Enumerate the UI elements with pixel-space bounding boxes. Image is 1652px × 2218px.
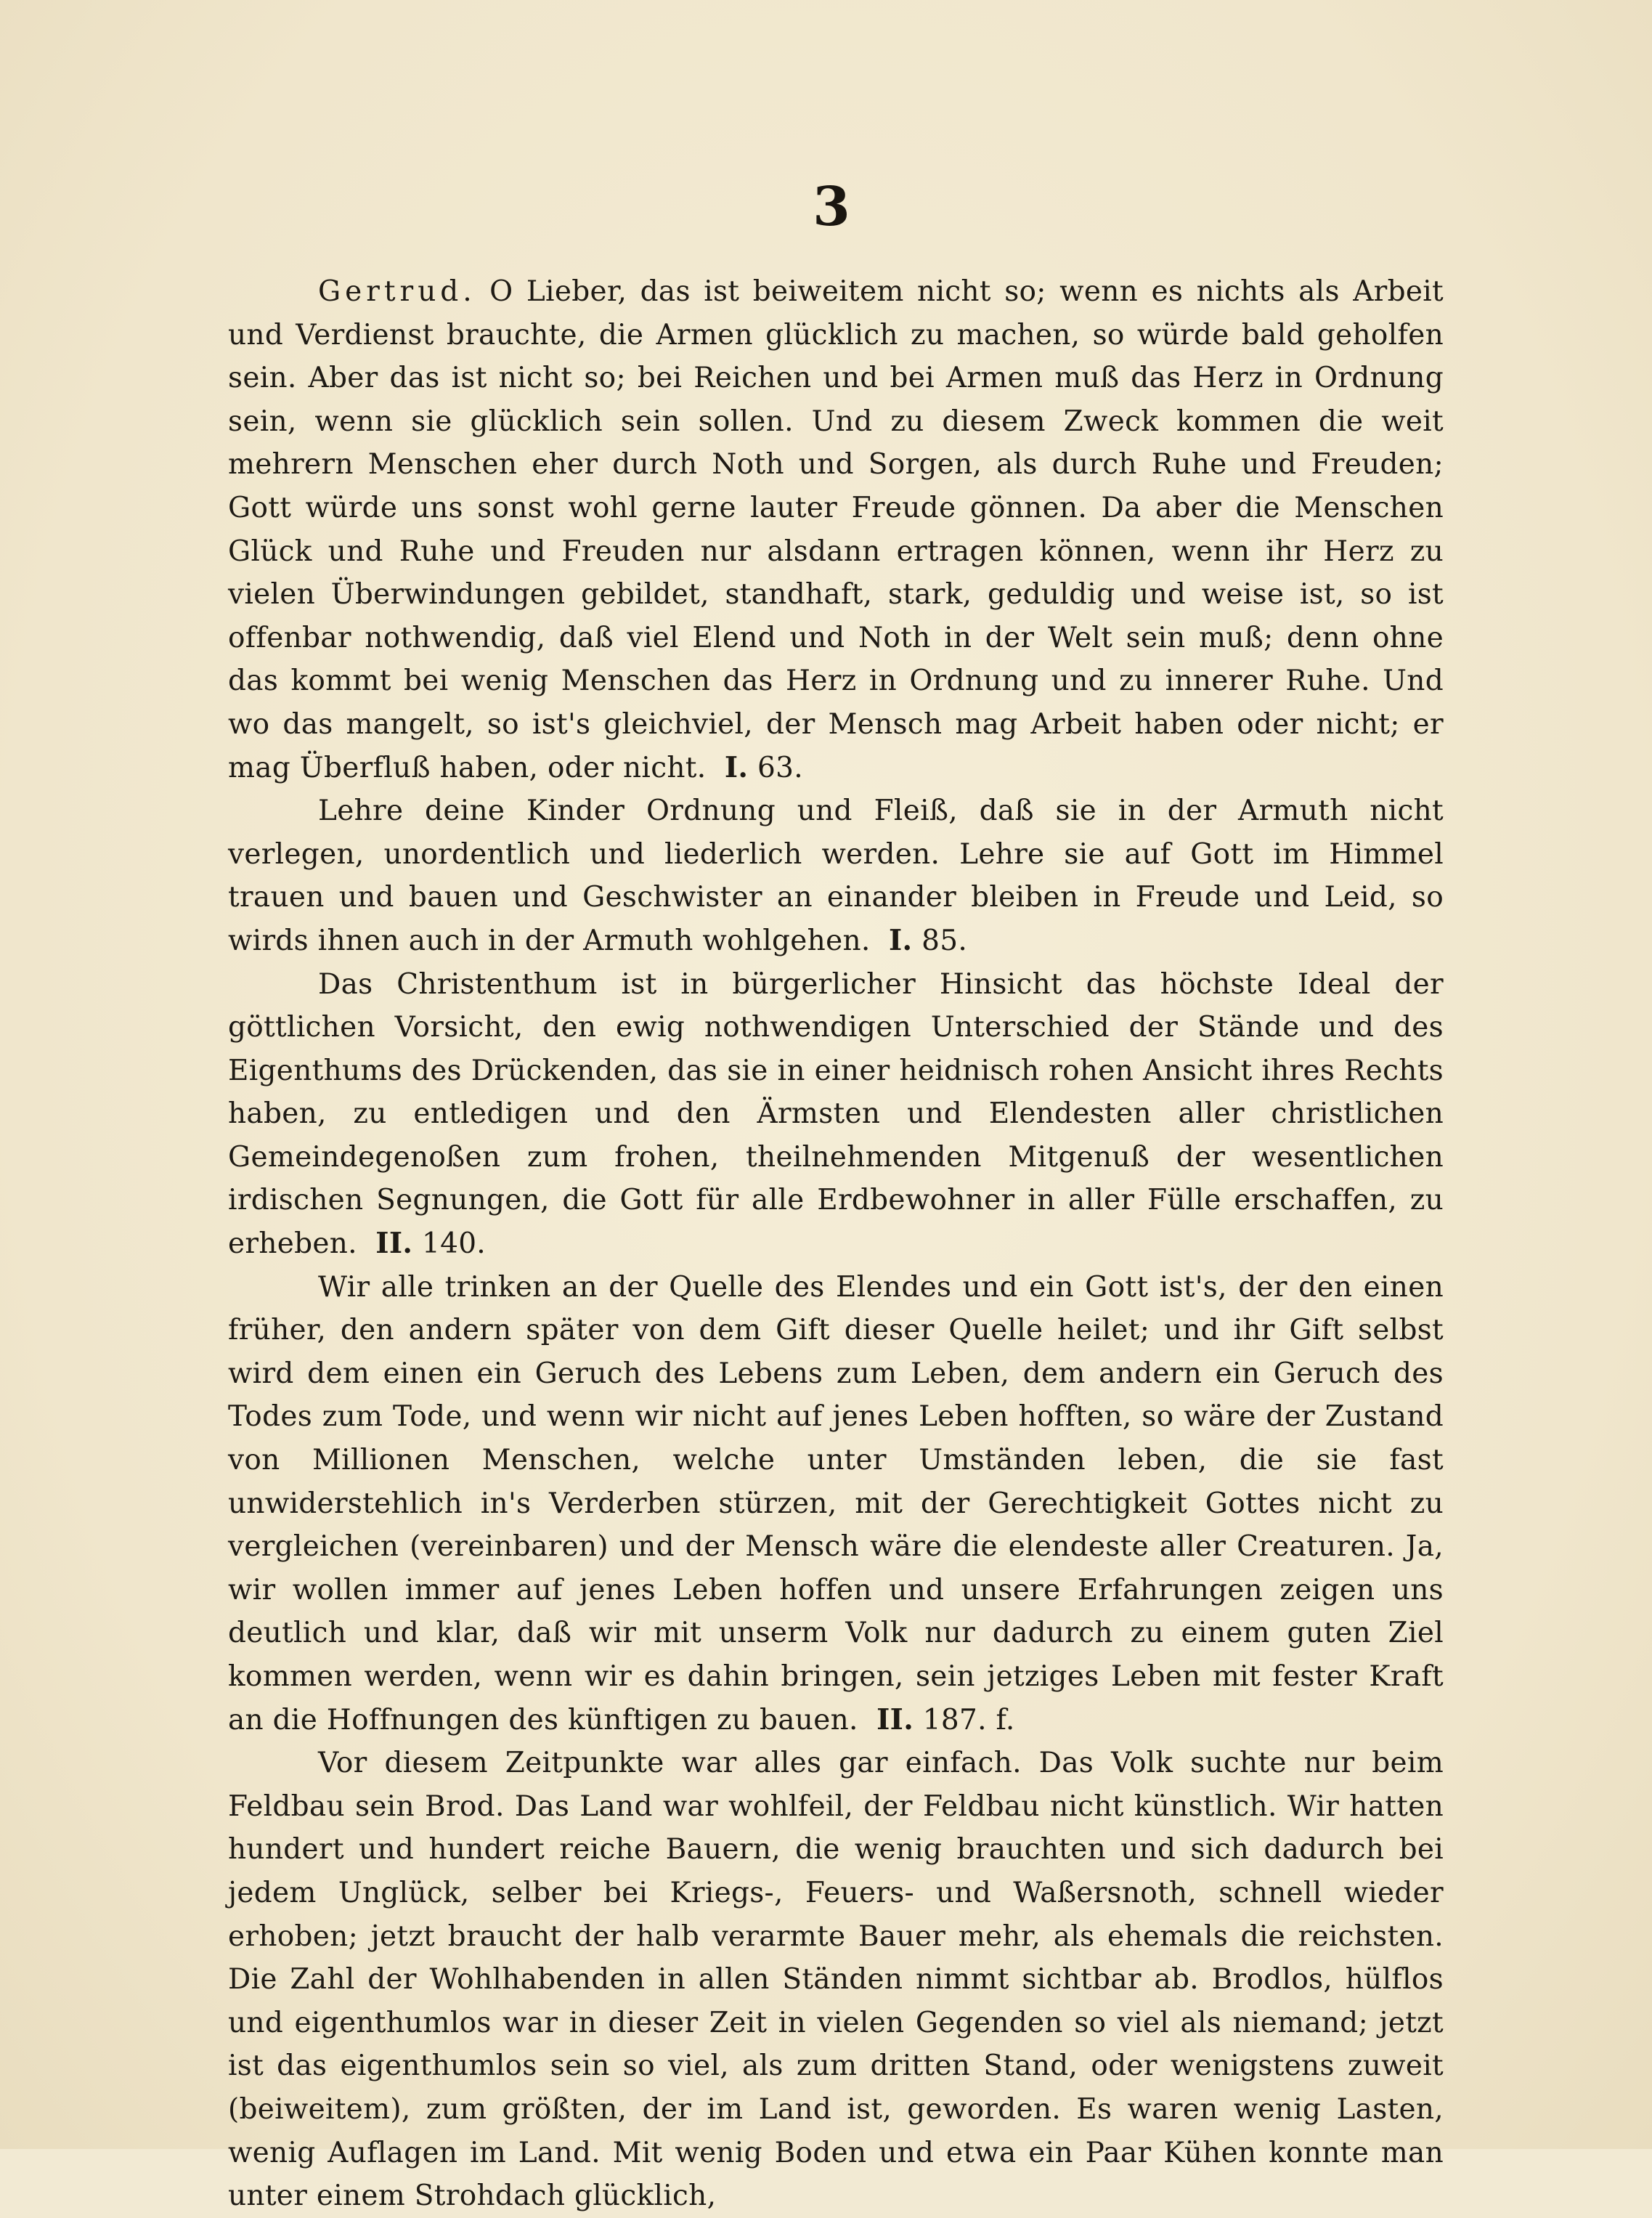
page-reference: 63. xyxy=(757,751,803,784)
page-reference: 85. xyxy=(921,924,968,957)
paragraph-2 xyxy=(228,789,1444,962)
paragraph-text: Lehre deine Kinder Ordnung und Fleiß, daß sie in der Armuth nicht verlegen, unordentlich und liederlich werden. Lehre sie auf Gott im Himmel trauen und bauen und Geschwister an einander bleiben in Freude und Leid, so wirds ihnen auch in der Armuth wohlgehen. xyxy=(228,795,1444,957)
paragraph-text: Das Christenthum ist in bürgerlicher Hinsicht das höchste Ideal der göttlichen Vorsicht, den ewig nothwendigen Unterschied der Stände und des Eigenthums des Drückenden, das sie in einer heidnisch rohen Ansicht ihres Rechts haben, zu entledigen und den Ärmsten und Elendesten aller christlichen Gemeindegenoßen zum frohen, theilnehmenden Mitgenuß der wesentlichen irdischen Segnungen, die Gott für alle Erdbewohner in aller Fülle erschaffen, zu erheben. xyxy=(228,967,1444,1261)
paragraph-4 xyxy=(228,1266,1444,1742)
volume-reference: II. xyxy=(876,1702,914,1736)
page-number: 3 xyxy=(813,176,850,238)
paragraph-1 xyxy=(228,270,1444,789)
speaker-name: Gertrud. xyxy=(318,275,476,308)
page-reference: 187. f. xyxy=(922,1703,1015,1736)
volume-reference: II. xyxy=(375,1227,413,1261)
paragraph-text: Vor diesem Zeitpunkte war alles gar einfach. Das Volk suchte nur beim Feldbau sein Brod. Das Land war wohlfeil, der Feldbau nicht künstlich. Wir hatten hundert und hundert reiche Bauern, die wenig brauchten und sich dadurch bei jedem Unglück, selber bei Kriegs-, Feuers- und Waßersnoth, schnell wieder erhoben; jetzt braucht der halb verarmte Bauer mehr, als ehemals die reichsten. Die Zahl der Wohlhabenden in allen Ständen nimmt sichtbar ab. Brodlos, hülflos und eigenthumlos war in dieser Zeit in vielen Gegenden so viel als niemand; jetzt ist das eigenthumlos sein so viel, als zum dritten Stand, oder wenigstens zuweit (beiweitem), zum größten, der im Land ist, geworden. Es waren wenig Lasten, wenig Auflagen im Land. Mit wenig Boden und etwa ein Paar Kühen konnte man unter einem Strohdach glücklich, xyxy=(228,1747,1444,2213)
volume-reference: I. xyxy=(889,923,913,957)
paragraph-text: O Lieber, das ist beiweitem nicht so; wenn es nichts als Arbeit und Verdienst brauchte, die Armen glücklich zu machen, so würde bald geholfen sein. Aber das ist nicht so; bei Reichen und bei Armen muß das Herz in Ordnung sein, wenn sie glücklich sein sollen. Und zu diesem Zweck kommen die weit mehrern Menschen eher durch Noth und Sorgen, als durch Ruhe und Freuden; Gott würde uns sonst wohl gerne lauter Freude gönnen. Da aber die Menschen Glück und Ruhe und Freuden nur alsdann ertragen können, wenn ihr Herz zu vielen Überwindungen gebildet, standhaft, stark, geduldig und weise ist, so ist offenbar nothwendig, daß viel Elend und Noth in der Welt sein muß; denn ohne das kommt bei wenig Menschen das Herz in Ordnung und zu innerer Ruhe. Und wo das mangelt, so ist's gleichviel, der Mensch mag Arbeit haben oder nicht; er mag Überfluß haben, oder nicht. xyxy=(228,275,1444,784)
volume-reference: I. xyxy=(724,750,749,784)
page-reference: 140. xyxy=(421,1227,487,1261)
paragraph-text: Wir alle trinken an der Quelle des Elendes und ein Gott ist's, der den einen früher, den andern später von dem Gift dieser Quelle heilet; und ihr Gift selbst wird dem einen ein Geruch des Lebens zum Leben, dem andern ein Geruch des Todes zum Tode, und wenn wir nicht auf jenes Leben hofften, so wäre der Zustand von Millionen Menschen, welche unter Umständen leben, die sie fast unwiderstehlich in's Verderben stürzen, mit der Gerechtigkeit Gottes nicht zu vergleichen (vereinbaren) und der Mensch wäre die elendeste aller Creaturen. Ja, wir wollen immer auf jenes Leben hoffen und unsere Erfahrungen zeigen uns deutlich und klar, daß wir mit unserm Volk nur dadurch zu einem guten Ziel kommen werden, wenn wir es dahin bringen, sein jetziges Leben mit fester Kraft an die Hoffnungen des künftigen zu bauen. xyxy=(228,1270,1444,1736)
paragraph-3 xyxy=(228,963,1444,1266)
body-text xyxy=(228,270,1444,2218)
paragraph-5 xyxy=(228,1742,1444,2218)
